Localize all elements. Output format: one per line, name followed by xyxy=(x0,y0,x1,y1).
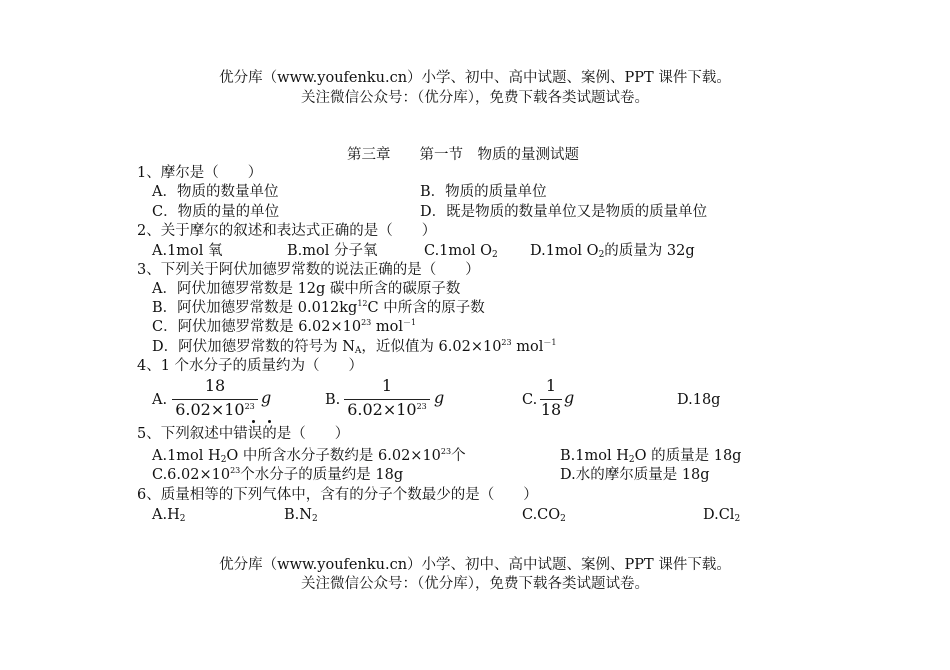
q2-option-a: A.1mol 氧 xyxy=(152,243,223,259)
q4-option-c-unit: g xyxy=(564,388,575,407)
q6-option-b: $B.N_2$ xyxy=(284,507,318,524)
fraction-denominator: $6.02\times 10^{23}$ xyxy=(347,400,427,419)
q2-option-c: C.1mol $O_2$ xyxy=(424,243,498,260)
q1-option-d: D．既是物质的数量单位又是物质的质量单位 xyxy=(420,204,708,220)
emphasis-dot xyxy=(268,420,271,423)
q1-option-a: A．物质的数量单位 xyxy=(152,184,279,200)
fraction-denominator: 18 xyxy=(540,400,562,419)
q5-option-d: D.水的摩尔质量是 18g xyxy=(560,467,710,483)
header-line-1: 优分库（www.youfenku.cn）小学、初中、高中试题、案例、PPT 课件下载。 xyxy=(219,70,731,86)
footer-line-1: 优分库（www.youfenku.cn）小学、初中、高中试题、案例、PPT 课件下载。 xyxy=(219,557,731,573)
q2-stem: 2、关于摩尔的叙述和表达式正确的是（ ） xyxy=(137,223,437,239)
q3-option-d: D．阿伏加德罗常数的符号为 $N_A$，近似值为 $6.02\times 10^{23}$ mol$^{-1}$ xyxy=(152,338,557,356)
q4-option-a-unit: g xyxy=(261,388,272,407)
q1-stem: 1、摩尔是（ ） xyxy=(137,165,263,181)
page-title: 第三章 第一节 物质的量测试题 xyxy=(347,147,579,163)
q3-option-b: B．阿伏加德罗常数是 $0.012kg^{12}C$ 中所含的原子数 xyxy=(152,299,485,316)
q6-option-c: $C.CO_2$ xyxy=(522,507,566,524)
q3-option-a: A．阿伏加德罗常数是 12g 碳中所含的碳原子数 xyxy=(152,281,461,297)
q2-option-d: D.1mol $O_2$的质量为 32g xyxy=(530,243,695,260)
q5-option-a: A.1mol $H_2O$ 中所含水分子数约是 $6.02\times 10^{23}$个 xyxy=(152,447,466,465)
footer-line-2: 关注微信公众号：（优分库），免费下载各类试题试卷。 xyxy=(301,576,649,592)
q4-option-a-label: A. xyxy=(152,392,168,408)
q5-stem: 5、下列叙述中错误的是（ ） xyxy=(137,426,350,442)
emphasis-dot xyxy=(252,420,255,423)
q4-option-b-label: B. xyxy=(325,392,341,408)
q2-option-b: B.mol 分子氧 xyxy=(287,243,378,259)
fraction-denominator: $6.02\times 10^{23}$ xyxy=(175,400,255,419)
q4-stem: 4、1 个水分子的质量约为（ ） xyxy=(137,358,364,374)
fraction-numerator: 18 xyxy=(204,376,226,395)
q1-option-c: C．物质的量的单位 xyxy=(152,204,280,220)
q5-option-c: $C.6.02\times 10^{23}$个水分子的质量约是 18g xyxy=(152,466,404,483)
fraction-numerator: 1 xyxy=(381,376,393,395)
q3-option-c: C．阿伏加德罗常数是 $6.02\times 10^{23}$ mol$^{-1}$ xyxy=(152,318,417,335)
q6-option-d: $D.Cl_2$ xyxy=(703,507,741,524)
q1-option-b: B．物质的质量单位 xyxy=(420,184,547,200)
header-line-2: 关注微信公众号：（优分库），免费下载各类试题试卷。 xyxy=(301,90,649,106)
q6-option-a: $A.H_2$ xyxy=(152,507,186,524)
fraction-numerator: 1 xyxy=(545,376,557,395)
q4-option-a-fraction xyxy=(170,376,260,422)
q4-option-c-fraction xyxy=(538,376,564,422)
q6-stem: 6、质量相等的下列气体中，含有的分子个数最少的是（ ） xyxy=(137,487,538,503)
q4-option-d: D.18g xyxy=(677,392,721,408)
q3-stem: 3、下列关于阿伏加德罗常数的说法正确的是（ ） xyxy=(137,262,480,278)
q4-option-c-label: C. xyxy=(522,392,538,408)
q4-option-b-fraction xyxy=(342,376,432,422)
q4-option-b-unit: g xyxy=(434,388,445,407)
q5-option-b: B.1mol $H_2O$ 的质量是 18g xyxy=(560,448,742,465)
